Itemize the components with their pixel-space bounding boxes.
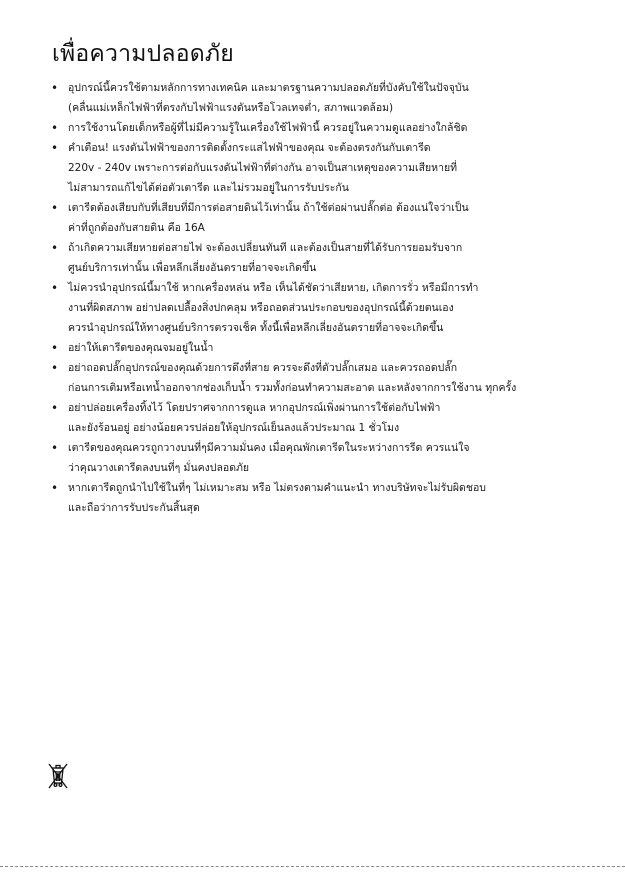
safety-list [50,78,615,518]
safety-item-text: อุปกรณ์นี้ควรใช้ตามหลักการทางเทคนิค และมาตรฐานความปลอดภัยที่บังคับใช้ในปัจจุบัน (คลื่นแม่เหล็กไฟฟ้าที่ตรงกับไฟฟ้าแรงดันหรือโวลเทจต่ำ, สภาพแวดล้อม) [68,82,469,114]
bullet-icon: • [51,81,59,95]
bullet-icon: • [51,121,59,135]
safety-item [50,478,615,518]
safety-item [50,78,615,118]
bullet-icon: • [51,341,59,355]
safety-item-text: ถ้าเกิดความเสียหายต่อสายไฟ จะต้องเปลี่ยนทันที และต้องเป็นสายที่ได้รับการยอมรับจาก ศูนย์บริการเท่านั้น เพื่อหลีกเลี่ยงอันตรายที่อาจจะเกิดขึ้น [68,242,463,274]
safety-item-text: อย่าปล่อยเครื่องทิ้งไว้ โดยปราศจากการดูแล หากอุปกรณ์เพิ่งผ่านการใช้ต่อกับไฟฟ้า และยังร้อนอยู่ อย่างน้อยควรปล่อยให้อุปกรณ์เย็นลงแล้วประมาณ 1 ชั่วโมง [68,402,441,434]
safety-item [50,438,615,478]
safety-item-text: การใช้งานโดยเด็กหรือผู้ที่ไม่มีความรู้ในเครื่องใช้ไฟฟ้านี้ ควรอยู่ในความดูแลอย่างใกล้ชิด [68,122,468,134]
safety-item [50,338,615,358]
bullet-icon: • [51,141,59,155]
safety-item-text: อย่าถอดปลั๊กอุปกรณ์ของคุณด้วยการดึงที่สาย ควรจะดึงที่ตัวปลั๊กเสมอ และควรถอดปลั๊ก ก่อนการเติมหรือเทน้ำออกจากช่องเก็บน้ำ รวมทั้งก่อนทำความสะอาด และหลังจากการใช้งาน ทุกครั้ง [68,362,517,394]
bullet-icon: • [51,401,59,415]
bullet-icon: • [51,201,59,215]
bullet-icon: • [51,361,59,375]
safety-item [50,118,615,138]
safety-item [50,398,615,438]
safety-item-text: คำเตือน! แรงดันไฟฟ้าของการติดตั้งกระแสไฟฟ้าของคุณ จะต้องตรงกันกับเตารีด 220v - 240v เพราะการต่อกับแรงดันไฟฟ้าที่ต่างกัน อาจเป็นสาเหตุของความเสียหายที่ ไม่สามารถแก้ไขได้ต่อตัวเตารีด และไม่รวมอยู่ในการรับประกัน [68,142,458,194]
safety-item [50,238,615,278]
safety-item-text: เตารีดของคุณควรถูกวางบนที่ๆมีความมั่นคง เมื่อคุณพักเตารีดในระหว่างการรีด ควรแน่ใจ ว่าคุณวางเตารีดลงบนที่ๆ มั่นคงปลอดภัย [68,442,470,474]
bullet-icon: • [51,481,59,495]
page-title: เพื่อความปลอดภัย [52,41,234,67]
page-cut-line [0,866,625,867]
safety-item-text: ไม่ควรนำอุปกรณ์นี้มาใช้ หากเครื่องหล่น หรือ เห็นได้ชัดว่าเสียหาย, เกิดการรั่ว หรือมีการทำ งานที่ผิดสภาพ อย่าปลดเปลื้องสิ่งปกคลุม หรือถอดส่วนประกอบของอุปกรณ์นี้ด้วยตนเอง ควรนำอุปกรณ์ให้ทางศูนย์บริการตรวจเช็ค ทั้งนี้เพื่อหลีกเลี่ยงอันตรายที่อาจจะเกิดขึ้น [68,282,479,334]
safety-item [50,278,615,338]
safety-item-text: เตารีดต้องเสียบกับที่เสียบที่มีการต่อสายดินไว้เท่านั้น ถ้าใช้ต่อผ่านปลั๊กต่อ ต้องแน่ใจว่าเป็น ค่าที่ถูกต้องกับสายดิน คือ 16A [68,202,469,234]
safety-item [50,138,615,198]
safety-item-text: อย่าให้เตารีดของคุณจมอยู่ในน้ำ [68,342,214,354]
crossed-out-wheelie-bin-icon [47,762,69,790]
bullet-icon: • [51,241,59,255]
bullet-icon: • [51,281,59,295]
safety-item-text: หากเตารีดถูกนำไปใช้ในที่ๆ ไม่เหมาะสม หรือ ไม่ตรงตามคำแนะนำ ทางบริษัทจะไม่รับผิดชอบ และถือว่าการรับประกันสิ้นสุด [68,482,486,514]
safety-item [50,358,615,398]
safety-item [50,198,615,238]
bullet-icon: • [51,441,59,455]
